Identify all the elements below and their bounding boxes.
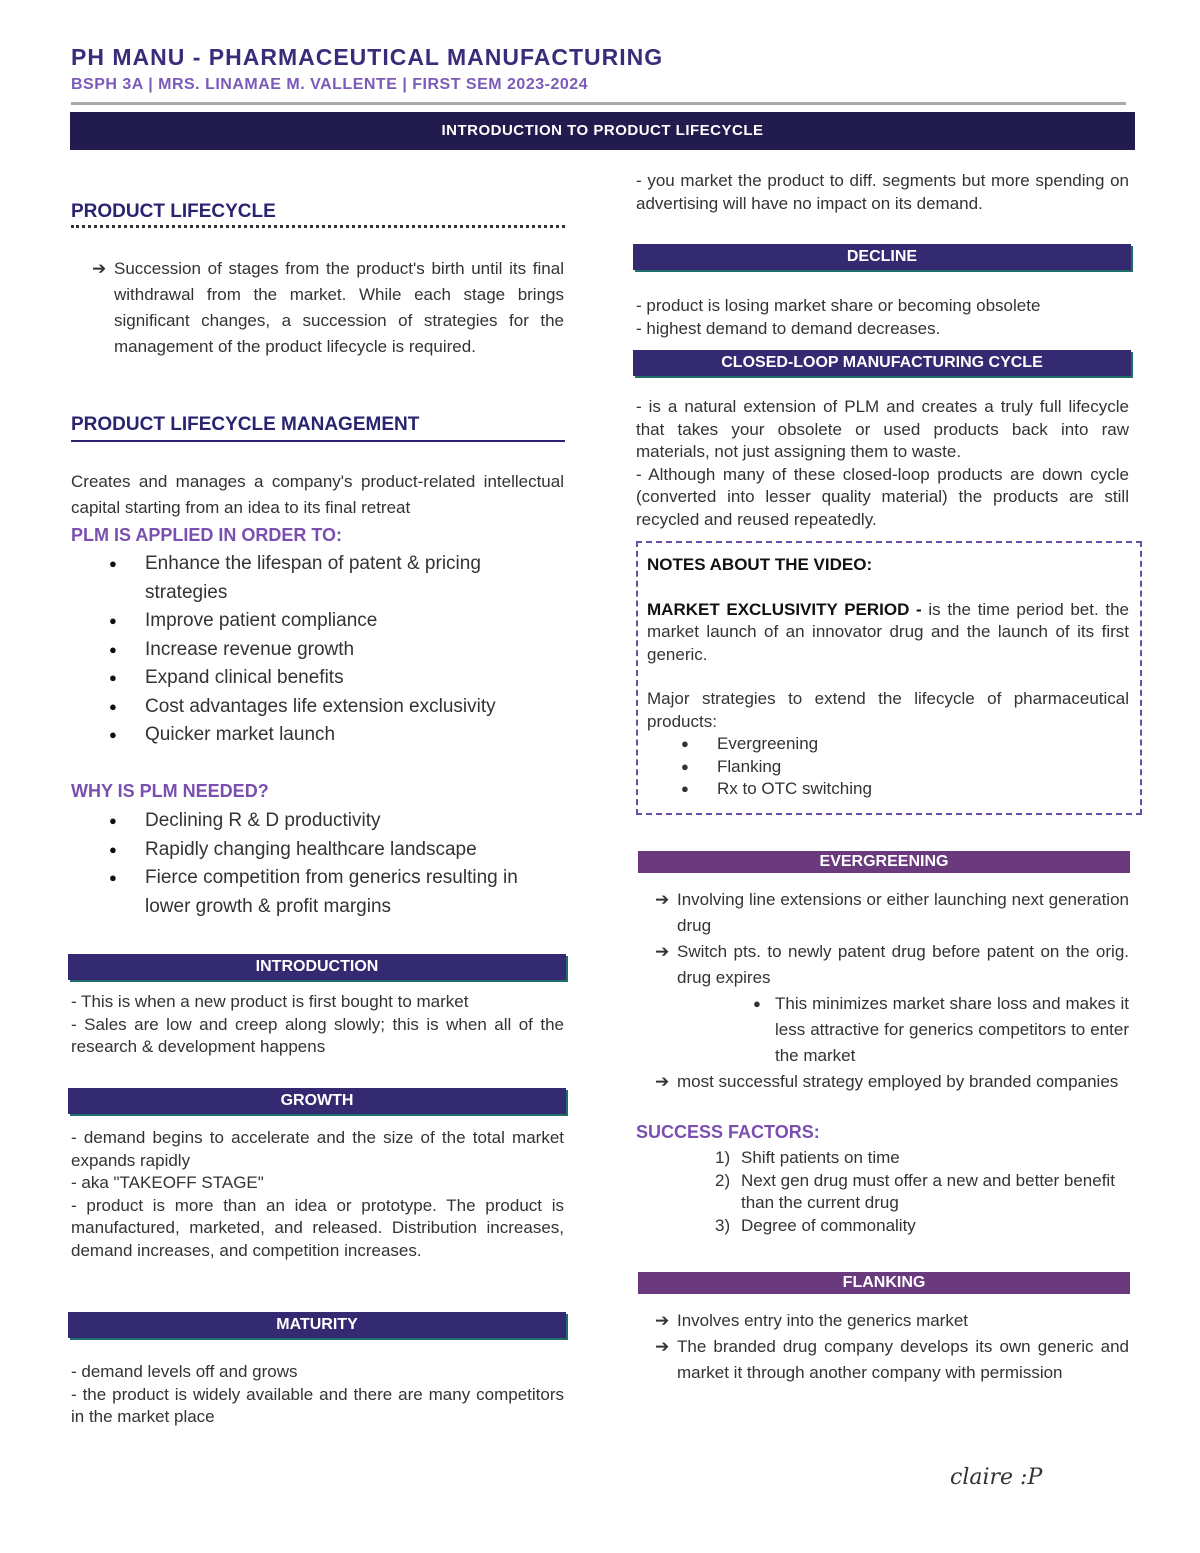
evergreening-bar: EVERGREENING bbox=[638, 851, 1130, 873]
list-item bbox=[655, 1308, 1129, 1334]
text-line: - the product is widely available and there are many competitors in the market place bbox=[71, 1384, 564, 1426]
plc-definition-text: Succession of stages from the product's birth until its final withdrawal from the market. While each stage brings significant changes, a succession of strategies for the management of the product lifecycle is required. bbox=[114, 259, 564, 356]
bullet-icon: ● bbox=[681, 758, 689, 774]
list-item: ● Rapidly changing healthcare landscape bbox=[105, 836, 565, 865]
list-item: ● Improve patient compliance bbox=[105, 607, 565, 636]
list-item-text: Switch pts. to newly patent drug before patent on the orig. drug expires bbox=[677, 942, 1129, 987]
notes-strategy-list bbox=[647, 733, 1129, 801]
list-item bbox=[655, 1069, 1129, 1095]
page-subtitle: BSPH 3A | MRS. LINAMAE M. VALLENTE | FIRST SEM 2023-2024 bbox=[71, 76, 589, 93]
text-line: - Although many of these closed-loop products are down cycle (converted into lesser quality material) the products are still recycled and reused repeatedly. bbox=[636, 464, 1129, 529]
arrow-right-icon: ➔ bbox=[655, 1337, 670, 1356]
plm-definition: Creates and manages a company's product-related intellectual capital starting from an idea to its final retreat bbox=[71, 472, 564, 517]
arrow-right-icon: ➔ bbox=[655, 1311, 670, 1330]
closed-loop-text bbox=[636, 396, 1129, 531]
arrow-right-icon: ➔ bbox=[655, 1072, 670, 1091]
notes-content bbox=[647, 554, 1129, 801]
text-line: - aka "TAKEOFF STAGE" bbox=[71, 1173, 264, 1192]
bullet-icon: ● bbox=[681, 781, 689, 796]
decline-text bbox=[636, 295, 1129, 340]
list-item bbox=[715, 1147, 1129, 1170]
text-line: - This is when a new product is first bought to market bbox=[71, 992, 469, 1011]
mep-text: is the time period bet. the market launch of an innovator drug and the launch of its first generic. bbox=[647, 599, 1129, 664]
introduction-text bbox=[71, 991, 564, 1059]
list-item bbox=[655, 1334, 1129, 1386]
text-line: - is a natural extension of PLM and creates a truly full lifecycle that takes your obsolete or used products back into raw materials, not just assigning them to waste. bbox=[636, 397, 1129, 461]
text-line: - demand begins to accelerate and the size of the total market expands rapidly bbox=[71, 1128, 564, 1170]
plm-heading: PRODUCT LIFECYCLE MANAGEMENT bbox=[71, 414, 420, 435]
list-item bbox=[715, 1170, 1129, 1215]
list-item-text: Rx to OTC switching bbox=[717, 779, 872, 798]
list-item-text: Involving line extensions or either launching next generation drug bbox=[677, 890, 1129, 935]
list-item: ● Expand clinical benefits bbox=[105, 664, 565, 693]
growth-text bbox=[71, 1127, 564, 1262]
text-line: - product is losing market share or becoming obsolete bbox=[636, 296, 1041, 315]
arrow-right-icon: ➔ bbox=[655, 942, 670, 961]
product-lifecycle-heading: PRODUCT LIFECYCLE bbox=[71, 201, 276, 222]
maturity-text bbox=[71, 1361, 564, 1429]
list-item-text: Shift patients on time bbox=[741, 1148, 900, 1167]
notes-heading: NOTES ABOUT THE VIDEO: bbox=[647, 555, 873, 574]
why-plm-heading: WHY IS PLM NEEDED? bbox=[71, 781, 269, 801]
list-item-text: This minimizes market share loss and makes it less attractive for generics competitors to enter the market bbox=[775, 994, 1129, 1065]
text-line: - demand levels off and grows bbox=[71, 1362, 298, 1381]
list-item-text: Next gen drug must offer a new and better benefit than the current drug bbox=[741, 1170, 1115, 1212]
maturity-continued-text: - you market the product to diff. segments but more spending on advertising will have no impact on its demand. bbox=[636, 171, 1129, 213]
list-item bbox=[655, 939, 1129, 991]
list-item bbox=[681, 756, 1129, 779]
list-item-text: most successful strategy employed by branded companies bbox=[677, 1072, 1119, 1091]
text-line: - product is more than an idea or prototype. The product is manufactured, marketed, and released. Distribution increases, demand increases, and competition increases. bbox=[71, 1195, 564, 1260]
heading-underline bbox=[71, 440, 565, 442]
evergreening-list bbox=[655, 887, 1129, 1095]
list-number: 1) bbox=[715, 1148, 731, 1167]
list-item-text: Involves entry into the generics market bbox=[677, 1311, 969, 1330]
list-item: ● Increase revenue growth bbox=[105, 636, 565, 665]
flanking-bar: FLANKING bbox=[638, 1272, 1130, 1294]
text-line: - Sales are low and creep along slowly; this is when all of the research & development happens bbox=[71, 1014, 564, 1056]
list-item bbox=[681, 778, 1129, 801]
bullet-icon: ● bbox=[681, 736, 689, 751]
list-item-text: The branded drug company develops its own generic and market it through another company with permission bbox=[677, 1337, 1129, 1382]
list-number: 2) bbox=[715, 1170, 731, 1190]
heading-underline bbox=[71, 225, 565, 228]
list-item: ● Fierce competition from generics resulting in lower growth & profit margins bbox=[105, 864, 565, 921]
list-item-text: Degree of commonality bbox=[741, 1215, 916, 1235]
introduction-bar: INTRODUCTION bbox=[68, 954, 566, 980]
major-strategies-text: Major strategies to extend the lifecycle of pharmaceutical products: bbox=[647, 689, 1129, 731]
list-item: ● Quicker market launch bbox=[105, 721, 565, 750]
list-item bbox=[655, 887, 1129, 939]
bullet-icon: ● bbox=[753, 996, 761, 1011]
list-item-text: Evergreening bbox=[717, 734, 819, 753]
list-item bbox=[655, 991, 1129, 1069]
flanking-list bbox=[655, 1308, 1129, 1386]
closed-loop-bar: CLOSED-LOOP MANUFACTURING CYCLE bbox=[633, 350, 1131, 376]
text-line: - highest demand to demand decreases. bbox=[636, 318, 941, 338]
growth-bar: GROWTH bbox=[68, 1088, 566, 1114]
plc-definition bbox=[92, 256, 564, 360]
maturity-bar: MATURITY bbox=[68, 1312, 566, 1338]
list-number: 3) bbox=[715, 1215, 731, 1235]
list-item: ● Declining R & D productivity bbox=[105, 807, 565, 836]
list-item: ● Cost advantages life extension exclusivity bbox=[105, 693, 565, 722]
page-title: PH MANU - PHARMACEUTICAL MANUFACTURING bbox=[71, 44, 664, 70]
success-factors-heading: SUCCESS FACTORS: bbox=[636, 1122, 820, 1142]
list-item bbox=[715, 1215, 1129, 1238]
success-factors-list bbox=[715, 1147, 1129, 1237]
list-item-text: Flanking bbox=[717, 756, 782, 776]
arrow-right-icon: ➔ bbox=[655, 890, 670, 909]
decline-bar: DECLINE bbox=[633, 244, 1131, 270]
arrow-right-icon: ➔ bbox=[92, 259, 107, 278]
list-item: ● Enhance the lifespan of patent & pricing strategies bbox=[105, 550, 565, 607]
plm-applied-list bbox=[105, 550, 565, 750]
list-item bbox=[681, 733, 1129, 756]
why-plm-list bbox=[105, 807, 565, 921]
mep-term: MARKET EXCLUSIVITY PERIOD - bbox=[647, 599, 922, 619]
section-banner: INTRODUCTION TO PRODUCT LIFECYCLE bbox=[70, 112, 1135, 150]
mep-definition bbox=[647, 599, 1129, 667]
plm-applied-heading: PLM IS APPLIED IN ORDER TO: bbox=[71, 525, 343, 545]
author-signature: claire :P bbox=[950, 1465, 1043, 1490]
header-divider bbox=[71, 102, 1126, 105]
